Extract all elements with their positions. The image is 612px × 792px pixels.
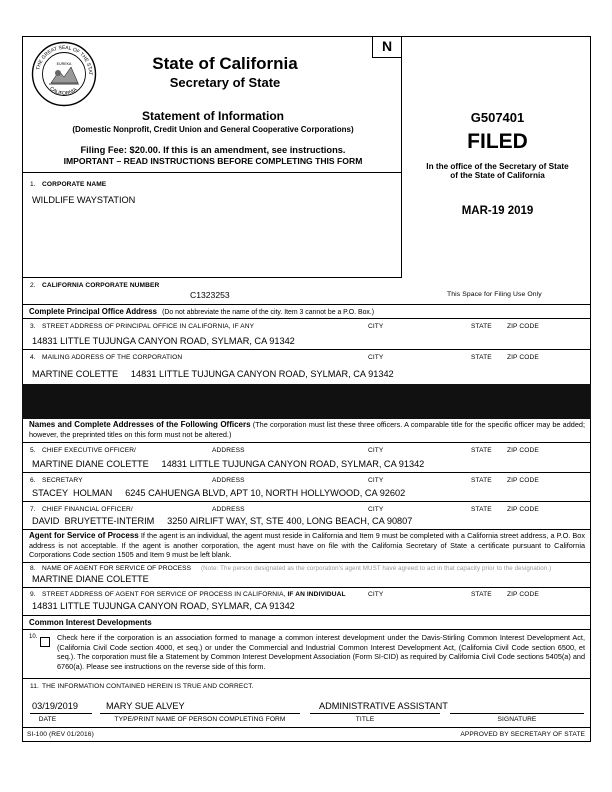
- corporate-number-value[interactable]: C1323253: [190, 290, 230, 300]
- filing-space-note: This Space for Filing Use Only: [447, 291, 542, 298]
- item3-state-label: STATE: [471, 323, 492, 330]
- ceo-value[interactable]: MARTINE DIANE COLETTE 14831 LITTLE TUJUNGA CANYON ROAD, SYLMAR, CA 91342: [32, 459, 425, 469]
- agent-heading: Agent for Service of Process: [29, 531, 139, 540]
- item7-address-label: ADDRESS: [212, 506, 245, 513]
- mailing-address-value[interactable]: MARTINE COLETTE 14831 LITTLE TUJUNGA CANYON ROAD, SYLMAR, CA 91342: [32, 369, 394, 379]
- agent-heading-block: [29, 531, 585, 560]
- filed-date: MAR-19 2019: [461, 205, 534, 217]
- black-separator-bar: [22, 384, 591, 419]
- item9-city-label: CITY: [368, 591, 384, 598]
- cfo-value[interactable]: DAVID BRUYETTE-INTERIM 3250 AIRLIFT WAY, ST, STE 400, LONG BEACH, CA 90807: [32, 516, 413, 526]
- important-notice: IMPORTANT – READ INSTRUCTIONS BEFORE COMPLETING THIS FORM: [63, 156, 363, 166]
- principal-address-value[interactable]: 14831 LITTLE TUJUNGA CANYON ROAD, SYLMAR, CA 91342: [32, 336, 295, 346]
- office-line-2: of the State of California: [450, 171, 545, 180]
- seal-motto: EUREKA: [56, 62, 72, 66]
- filed-status: FILED: [467, 130, 528, 153]
- officers-note: (The corporation must list these three officers. A comparable title for the specific officer may be added; however, the preprinted titles on this form must not be altered.): [29, 420, 585, 439]
- file-number: G507401: [470, 110, 525, 125]
- form-id: SI-100 (REV 01/2016): [27, 731, 94, 738]
- item8-num: 8.: [30, 565, 36, 572]
- item4-city-label: CITY: [368, 354, 384, 361]
- divider: [22, 172, 402, 173]
- item4-zip-label: ZIP CODE: [507, 354, 539, 361]
- item7-city-label: CITY: [368, 506, 384, 513]
- item8-gray-note: (Note: The person designated as the corporation's agent MUST have agreed to act in that capacity prior to the designation.): [201, 565, 552, 572]
- item6-state-label: STATE: [471, 477, 492, 484]
- divider: [22, 304, 591, 305]
- item5-num: 5.: [30, 447, 36, 454]
- signature-statement: THE INFORMATION CONTAINED HEREIN IS TRUE AND CORRECT.: [42, 683, 254, 690]
- cid-checkbox[interactable]: [40, 637, 50, 647]
- item4-state-label: STATE: [471, 354, 492, 361]
- agent-note: If the agent is an individual, the agent must reside in California and Item 9 must be completed with a California street address, a P.O. Box address is not acceptable. If the agent is another corporation, the agent must have on file with the California Secretary of State a certificate pursuant to California Corporations Code section 1505 and Item 9 must be left blank.: [29, 531, 586, 560]
- sign-date-value[interactable]: 03/19/2019: [32, 701, 78, 711]
- item7-num: 7.: [30, 506, 36, 513]
- corporate-number-label: CALIFORNIA CORPORATE NUMBER: [42, 282, 160, 289]
- item9-label: STREET ADDRESS OF AGENT FOR SERVICE OF PROCESS IN CALIFORNIA,: [42, 591, 286, 598]
- item1-num: 1.: [30, 181, 36, 188]
- title-underline: [310, 713, 440, 714]
- divider: [22, 442, 591, 443]
- seal-top-text: THE GREAT SEAL OF THE STAT: [35, 44, 94, 76]
- officers-heading-block: [29, 420, 585, 439]
- divider: [22, 615, 591, 616]
- item3-city-label: CITY: [368, 323, 384, 330]
- secretary-title: Secretary of State: [169, 75, 281, 90]
- item6-num: 6.: [30, 477, 36, 484]
- cid-text: Check here if the corporation is an association formed to manage a common interest development under the Davis-Stirling Common Interest Development Act, (California Civil Code section 4000, et seq.) or under the Commercial and Industrial Common Interest Development Act, (California Civil Code section 6500, et seq.). The corporation must file a Statement by Common Interest Development Association (Form SI-CID) as required by California Civil Code sections 5405(a) and 6760(a). Please see instructions on the reverse side of this form.: [57, 633, 585, 671]
- item8-label: NAME OF AGENT FOR SERVICE OF PROCESS: [42, 565, 192, 572]
- item4-label: MAILING ADDRESS OF THE CORPORATION: [42, 354, 183, 361]
- date-underline: [30, 713, 92, 714]
- item9-label-bold: IF AN INDIVIDUAL: [287, 591, 346, 598]
- item9-num: 9.: [30, 591, 36, 598]
- divider: [22, 587, 591, 588]
- cid-heading: Common Interest Developments: [29, 618, 152, 627]
- sign-name-value[interactable]: MARY SUE ALVEY: [106, 701, 185, 711]
- seal-bottom-text: CALIFORNIA: [48, 85, 79, 97]
- divider: [22, 678, 591, 679]
- agent-name-value[interactable]: MARTINE DIANE COLETTE: [32, 574, 149, 584]
- item9-state-label: STATE: [471, 591, 492, 598]
- item11-num: 11.: [30, 683, 39, 690]
- date-label: DATE: [38, 716, 57, 723]
- item3-label: STREET ADDRESS OF PRINCIPAL OFFICE IN CALIFORNIA, IF ANY: [42, 323, 255, 330]
- item5-city-label: CITY: [368, 447, 384, 454]
- principal-heading: Complete Principal Office Address: [29, 307, 157, 316]
- principal-note: (Do not abbreviate the name of the city. Item 3 cannot be a P.O. Box.): [162, 309, 375, 316]
- item5-address-label: ADDRESS: [212, 447, 245, 454]
- principal-heading-line: [29, 307, 374, 316]
- approved-note: APPROVED BY SECRETARY OF STATE: [460, 731, 585, 738]
- divider: [22, 318, 591, 319]
- signature-label: SIGNATURE: [497, 716, 537, 723]
- item7-label: CHIEF FINANCIAL OFFICER/: [42, 506, 133, 513]
- secretary-value[interactable]: STACEY HOLMAN 6245 CAHUENGA BLVD, APT 10, NORTH HOLLYWOOD, CA 92602: [32, 488, 406, 498]
- item7-state-label: STATE: [471, 506, 492, 513]
- name-label: TYPE/PRINT NAME OF PERSON COMPLETING FORM: [114, 716, 286, 723]
- item5-state-label: STATE: [471, 447, 492, 454]
- signature-underline: [450, 713, 584, 714]
- item5-label: CHIEF EXECUTIVE OFFICER/: [42, 447, 136, 454]
- divider: [22, 727, 591, 728]
- item6-city-label: CITY: [368, 477, 384, 484]
- form-subtitle: (Domestic Nonprofit, Credit Union and General Cooperative Corporations): [72, 125, 354, 134]
- divider: [22, 629, 591, 630]
- item6-label: SECRETARY: [42, 477, 83, 484]
- title-label: TITLE: [355, 716, 375, 723]
- item3-zip-label: ZIP CODE: [507, 323, 539, 330]
- state-title: State of California: [152, 54, 298, 73]
- item6-zip-label: ZIP CODE: [507, 477, 539, 484]
- item6-address-label: ADDRESS: [212, 477, 245, 484]
- item9-label-line: [42, 591, 346, 598]
- item2-num: 2.: [30, 282, 36, 289]
- office-line-1: In the office of the Secretary of State: [426, 162, 569, 171]
- item3-num: 3.: [30, 323, 36, 330]
- item7-zip-label: ZIP CODE: [507, 506, 539, 513]
- corporate-name-value[interactable]: WILDLIFE WAYSTATION: [32, 195, 136, 205]
- sign-title-value[interactable]: ADMINISTRATIVE ASSISTANT: [319, 701, 448, 711]
- item5-zip-label: ZIP CODE: [507, 447, 539, 454]
- corporate-name-label: CORPORATE NAME: [42, 181, 107, 188]
- agent-address-value[interactable]: 14831 LITTLE TUJUNGA CANYON ROAD, SYLMAR, CA 91342: [32, 601, 295, 611]
- divider: [22, 277, 402, 278]
- item10-num: 10.: [29, 634, 38, 640]
- divider: [22, 562, 591, 563]
- divider: [22, 472, 591, 473]
- item4-num: 4.: [30, 354, 36, 361]
- form-title: Statement of Information: [141, 109, 284, 123]
- svg-text:CALIFORNIA: [48, 86, 78, 97]
- state-seal-icon: [31, 41, 97, 107]
- divider: [22, 501, 591, 502]
- filing-fee: Filing Fee: $20.00. If this is an amendment, see instructions.: [80, 145, 346, 155]
- divider: [22, 529, 591, 530]
- corner-code: N: [381, 38, 393, 54]
- item9-zip-label: ZIP CODE: [507, 591, 539, 598]
- divider: [22, 349, 591, 350]
- officers-heading: Names and Complete Addresses of the Following Officers: [29, 420, 251, 429]
- name-underline: [100, 713, 300, 714]
- svg-text:THE GREAT SEAL OF THE STATE OF: [31, 41, 93, 75]
